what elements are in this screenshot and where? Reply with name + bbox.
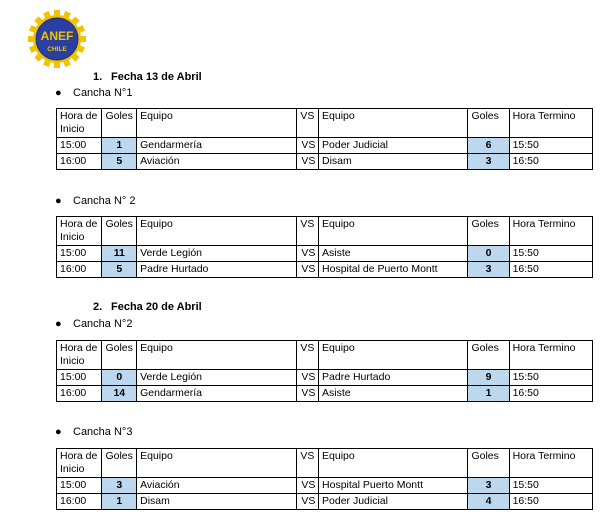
bullet-icon: ● (55, 87, 62, 99)
end-time-cell: 16:50 (509, 386, 592, 402)
end-time-cell: 15:50 (509, 370, 592, 386)
fecha-1-number: 1. (93, 71, 103, 83)
match-table (56, 108, 593, 170)
table-header-row (57, 341, 593, 370)
column-header: Hora Termino (509, 217, 592, 246)
column-header: Hora de Inicio (57, 109, 102, 138)
table-header-row (57, 449, 593, 478)
cancha-label (55, 87, 133, 99)
away-goals-cell: 6 (468, 138, 509, 154)
vs-cell: VS (297, 478, 319, 494)
match-table (56, 216, 593, 278)
column-header: Hora de Inicio (57, 217, 102, 246)
start-time-cell: 15:00 (57, 138, 102, 154)
away-team-cell: Poder Judicial (319, 138, 468, 154)
vs-cell: VS (297, 138, 319, 154)
column-header: Hora de Inicio (57, 341, 102, 370)
end-time-cell: 15:50 (509, 138, 592, 154)
table-row (57, 386, 593, 402)
column-header: Equipo (137, 449, 297, 478)
home-team-cell: Verde Legión (137, 246, 297, 262)
column-header: VS (297, 449, 319, 478)
vs-cell: VS (297, 262, 319, 278)
column-header: Equipo (319, 341, 468, 370)
start-time-cell: 15:00 (57, 246, 102, 262)
end-time-cell: 16:50 (509, 154, 592, 170)
column-header: Goles (468, 341, 509, 370)
logo-text-bottom: CHILE (47, 46, 67, 53)
fecha-2-heading (93, 301, 202, 313)
column-header: Goles (102, 341, 137, 370)
table-row (57, 262, 593, 278)
column-header: Hora Termino (509, 341, 592, 370)
away-team-cell: Asiste (319, 246, 468, 262)
table-row (57, 154, 593, 170)
away-goals-cell: 3 (468, 262, 509, 278)
bullet-icon: ● (55, 426, 62, 438)
column-header: Equipo (137, 217, 297, 246)
away-team-cell: Padre Hurtado (319, 370, 468, 386)
cancha-label-text: Cancha N°2 (73, 318, 133, 330)
away-team-cell: Disam (319, 154, 468, 170)
bullet-icon: ● (55, 318, 62, 330)
column-header: Goles (468, 109, 509, 138)
start-time-cell: 16:00 (57, 262, 102, 278)
column-header: Goles (102, 449, 137, 478)
column-header: Goles (468, 217, 509, 246)
end-time-cell: 16:50 (509, 262, 592, 278)
column-header: Hora de Inicio (57, 449, 102, 478)
table-row (57, 478, 593, 494)
match-table (56, 340, 593, 402)
home-team-cell: Padre Hurtado (137, 262, 297, 278)
table-row (57, 246, 593, 262)
home-goals-cell: 1 (102, 494, 137, 510)
bullet-icon: ● (55, 195, 62, 207)
match-table (56, 448, 593, 510)
table-row (57, 370, 593, 386)
end-time-cell: 15:50 (509, 246, 592, 262)
end-time-cell: 16:50 (509, 494, 592, 510)
fecha-1-heading (93, 71, 202, 83)
column-header: VS (297, 341, 319, 370)
cancha-label-text: Cancha N°3 (73, 426, 133, 438)
vs-cell: VS (297, 246, 319, 262)
cancha-label (55, 318, 133, 330)
vs-cell: VS (297, 370, 319, 386)
anef-chile-logo (27, 9, 87, 69)
end-time-cell: 15:50 (509, 478, 592, 494)
table-header-row (57, 217, 593, 246)
cancha-label (55, 426, 133, 438)
away-goals-cell: 1 (468, 386, 509, 402)
column-header: Equipo (137, 109, 297, 138)
column-header: Goles (468, 449, 509, 478)
away-goals-cell: 4 (468, 494, 509, 510)
start-time-cell: 15:00 (57, 370, 102, 386)
table-row (57, 138, 593, 154)
home-goals-cell: 1 (102, 138, 137, 154)
vs-cell: VS (297, 386, 319, 402)
vs-cell: VS (297, 494, 319, 510)
fecha-2-title: Fecha 20 de Abril (111, 301, 202, 313)
cancha-label-text: Cancha N° 2 (73, 195, 136, 207)
home-goals-cell: 5 (102, 154, 137, 170)
start-time-cell: 15:00 (57, 478, 102, 494)
start-time-cell: 16:00 (57, 494, 102, 510)
table-header-row (57, 109, 593, 138)
fecha-1-title: Fecha 13 de Abril (111, 71, 202, 83)
home-goals-cell: 14 (102, 386, 137, 402)
away-team-cell: Poder Judicial (319, 494, 468, 510)
vs-cell: VS (297, 154, 319, 170)
column-header: VS (297, 109, 319, 138)
cancha-label (55, 195, 136, 207)
home-team-cell: Gendarmería (137, 386, 297, 402)
column-header: Equipo (319, 449, 468, 478)
home-team-cell: Gendarmería (137, 138, 297, 154)
column-header: Goles (102, 217, 137, 246)
column-header: Equipo (319, 217, 468, 246)
home-team-cell: Aviación (137, 154, 297, 170)
table-row (57, 494, 593, 510)
away-goals-cell: 3 (468, 478, 509, 494)
away-team-cell: Hospital Puerto Montt (319, 478, 468, 494)
column-header: Goles (102, 109, 137, 138)
away-goals-cell: 0 (468, 246, 509, 262)
column-header: Hora Termino (509, 449, 592, 478)
home-team-cell: Disam (137, 494, 297, 510)
home-goals-cell: 5 (102, 262, 137, 278)
away-team-cell: Hospital de Puerto Montt (319, 262, 468, 278)
cancha-label-text: Cancha N°1 (73, 87, 133, 99)
home-goals-cell: 11 (102, 246, 137, 262)
away-team-cell: Asiste (319, 386, 468, 402)
column-header: Equipo (319, 109, 468, 138)
away-goals-cell: 3 (468, 154, 509, 170)
fecha-2-number: 2. (93, 301, 103, 313)
start-time-cell: 16:00 (57, 386, 102, 402)
column-header: Equipo (137, 341, 297, 370)
away-goals-cell: 9 (468, 370, 509, 386)
start-time-cell: 16:00 (57, 154, 102, 170)
column-header: Hora Termino (509, 109, 592, 138)
logo-text-top: ANEF (40, 29, 74, 43)
column-header: VS (297, 217, 319, 246)
home-goals-cell: 3 (102, 478, 137, 494)
home-team-cell: Aviación (137, 478, 297, 494)
home-team-cell: Verde Legión (137, 370, 297, 386)
home-goals-cell: 0 (102, 370, 137, 386)
